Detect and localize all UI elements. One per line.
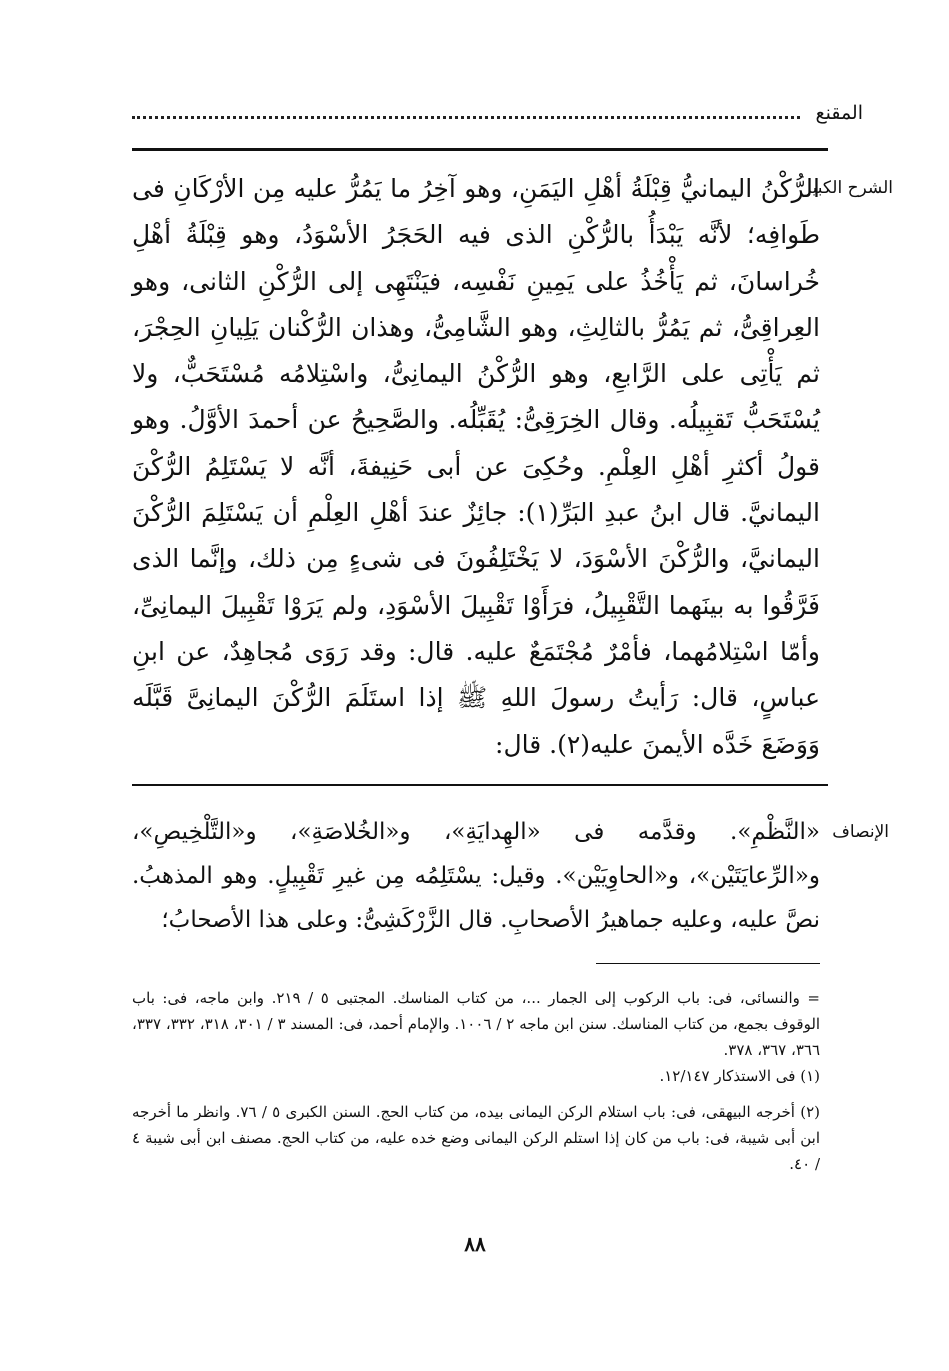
side-label-insaf: الإنصاف (832, 822, 889, 842)
footnote-2: (٢) أخرجه البيهقى، فى: باب استلام الركن اليمانى بيده، من كتاب الحج. السنن الكبرى ٥ / ٧٦. وانظر ما أخرجه ابن أبى شيبة، فى: باب من كان إذا استلم الركن اليمانى وضع خده عليه، من كتاب الحج. مصنف ابن أبى شيبة ٤ / ٤٠. (132, 1103, 821, 1173)
sharh-text-block (132, 166, 820, 768)
insaf-paragraph: «النَّظْمِ». وقدَّمه فى «الهِدايَةِ»، و«الخُلاصَةِ»، و«التَّلْخِيصِ»، و«الرِّعايَتَيْن»، و«الحاوِيَيْن». وقيل: يسْتَلِمُه مِن غيرِ تَقْبِيلٍ. وهو المذهبُ. نصَّ عليه، وعليه جماهيرُ الأصحابِ. قال الزَّرْكَشِىُّ: وعلى هذا الأصحابُ؛ (132, 819, 820, 933)
page-number: ٨٨ (464, 1232, 486, 1256)
section-divider (132, 784, 828, 786)
footnote-1: (١) فى الاستذكار ١٢/١٤٧. (659, 1067, 820, 1085)
footnote-continuation: = والنسائى، فى: باب الركوب إلى الجمار ...، من كتاب المناسك. المجتبى ٥ / ٢١٩. وابن ماجه، فى: باب الوقوف بجمع، من كتاب المناسك. سنن ابن ماجه ٢ / ١٠٠٦. والإمام أحمد، فى: المسند ٣ / ٣٠١، ٣١٨، ٣٣٢، ٣٣٧، ٣٦٦، ٣٦٧، ٣٧٨. (132, 989, 821, 1059)
side-label-sharh: الشرح الكبير (803, 178, 893, 198)
insaf-text-block (132, 810, 820, 942)
running-head: المقنع (815, 102, 863, 124)
header-rule (132, 148, 828, 151)
header-dotted-rule (132, 116, 800, 119)
sharh-paragraph: الرُّكْنُ اليمانيُّ قِبْلَةُ أهْلِ اليَمَنِ، وهو آخِرُ ما يَمُرُّ عليه مِن الأرْكَانِ فى طَوافِه؛ لأنَّه يَبْدَأُ بالرُّكْنِ الذى فيه الحَجَرُ الأسْوَدُ، وهو قِبْلَةُ أهْلِ خُراسانَ، ثم يَأْخُذُ على يَمِينِ نَفْسِه، فيَنْتَهِى إلى الرُّكْنِ الثانى، وهو العِراقِىُّ، ثم يَمُرُّ بالثالِثِ، وهو الشَّامِىُّ، وهذان الرُّكْنان يَلِيانِ الحِجْرَ، ثم يَأْتِى على الرَّابعِ، وهو الرُّكْنُ اليمانِىُّ، واسْتِلامُه مُسْتَحَبٌّ، ولا يُسْتَحَبُّ تَقبِيلُه. وقال الخِرَقِىُّ: يُقَبِّلُه. والصَّحِيحُ عن أحمدَ الأوَّلُ. وهو قولُ أكثرِ أهْلِ العِلْمِ. وحُكِىَ عن أبى حَنِيفةَ، أنَّه لا يَسْتَلِمُ الرُّكْنَ اليمانيَّ. قال ابنُ عبدِ البَرِّ(١): جائِزٌ عندَ أهْلِ العِلْمِ أن يَسْتَلِمَ الرُّكْنَ اليمانيَّ، والرُّكْنَ الأسْوَدَ، لا يَخْتَلِفُونَ فى شىءٍ مِن ذلك، وإنَّما الذى فَرَّقُوا به بينَهما التَّقْبِيلُ، فرَأَوْا تَقْبِيلَ الأسْوَدِ، ولم يَرَوْا تَقْبِيلَ اليمانِىِّ، وأمّا اسْتِلامُهما، فأمْرٌ مُجْتَمَعٌ عليه. قال: وقد رَوَى مُجاهِدٌ، عن ابنِ عباسٍ، قال: رَأيتُ رسولَ اللهِ ﷺ إذا استَلَمَ الرُّكْنَ اليمانِىَّ قَبَّلَه وَوَضَعَ خَدَّه الأيمنَ عليه(٢). قال: (132, 174, 820, 759)
footnote-rule (596, 963, 820, 964)
footnotes (132, 985, 820, 1177)
footnote-spacer (132, 1089, 820, 1099)
